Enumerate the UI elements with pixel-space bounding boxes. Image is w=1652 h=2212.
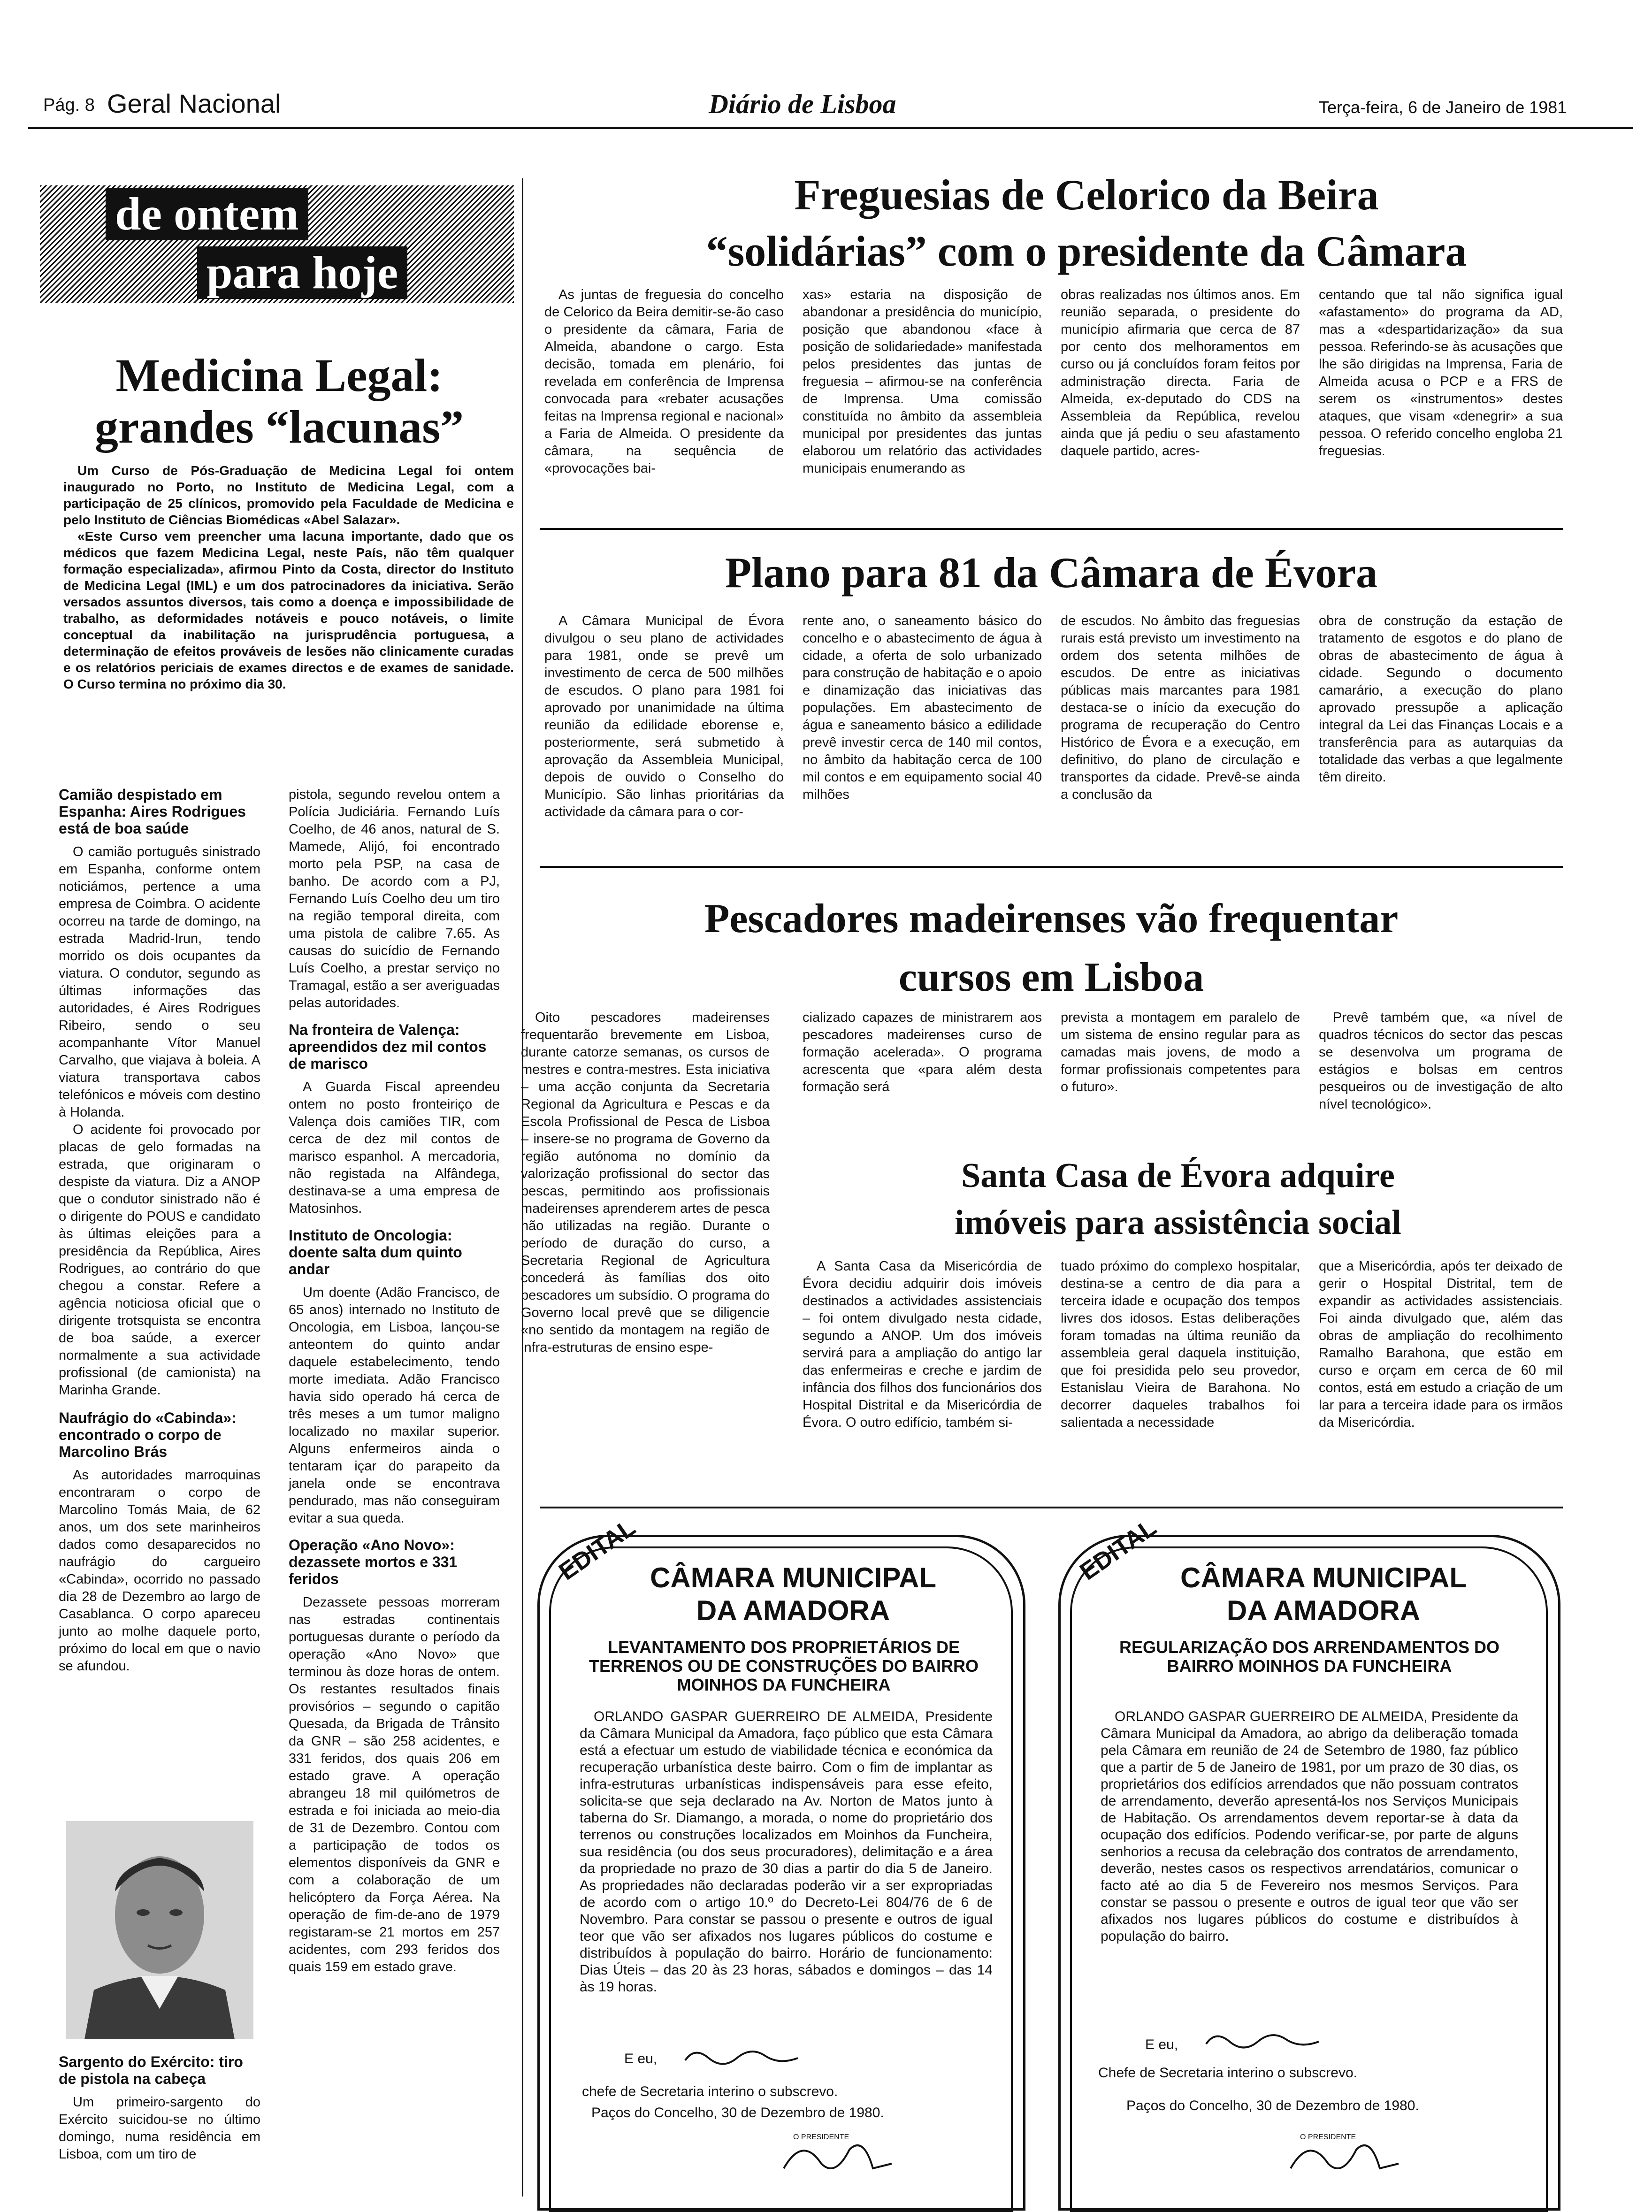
celorico-rule (540, 528, 1563, 530)
medicina-lead (63, 462, 514, 692)
onco-text: Um doente (Adão Francisco, de 65 anos) internado no Instituto de Oncologia, em Lisboa, lançou-se anteontem do quinto andar daquele estabelecimento, tendo morte imediata. Adão Francisco havia sido operado há cerca de três meses a um tumor maligno localizado no maxilar superior. Alguns enfermeiros ainda o tentaram içar do parapeito da janela onde se encontrava pendurado, mas não conseguiram evitar a sua queda. (289, 1285, 500, 1526)
section-title: Geral Nacional (107, 89, 281, 118)
santacasa-c3 (1319, 1258, 1563, 1431)
ano-body (289, 1594, 500, 1976)
evora-rule (540, 866, 1563, 868)
edital1-org-2: DA AMADORA (696, 1595, 890, 1626)
pescadores-c4-text: Prevê também que, «a nível de quadros técnicos do sector das pescas se desenvolva um programa de estágios e bolsas em centros pesqueiros ou de investigação de alto nível tecnológico». (1319, 1010, 1563, 1112)
edital1-chefe: chefe de Secretaria interino o subscrevo. (582, 2084, 838, 2099)
santacasa-c2 (1061, 1258, 1300, 1431)
edital1-org-1: CÂMARA MUNICIPAL (650, 1562, 936, 1593)
column-box-line1: de ontem (106, 188, 308, 240)
pescadores-c2-text: cializado capazes de ministrarem aos pescadores madeirenses curso de formação acelerada». O programa acrescenta que «para além desta formação será (803, 1010, 1042, 1095)
edital2-pacos: Paços do Concelho, 30 de Dezembro de 1980. (1126, 2098, 1419, 2113)
edital1-president-signature (774, 2131, 901, 2182)
santacasa-title-1: Santa Casa de Évora adquire (961, 1156, 1395, 1195)
medicina-title-1: Medicina Legal: (115, 349, 443, 401)
edital1-pacos: Paços do Concelho, 30 de Dezembro de 1980. (591, 2105, 884, 2120)
edital1-tag: EDITAL (554, 1514, 641, 1586)
edital2-body (1101, 1708, 1518, 1945)
masthead: Diário de Lisboa (709, 89, 896, 119)
pescadores-c1 (521, 1009, 770, 1356)
pescadores-c1-text: Oito pescadores madeirenses frequentarão brevemente em Lisboa, durante catorze semanas, os cursos de mestres e contra-mestres. Esta iniciativa – uma acção conjunta da Secretaria Regional da Agricultura e Pescas e da Escola Profissional de Pesca de Lisboa – insere-se no programa de Governo da região autónoma no domínio da valorização profissional do sector das pescas, permitindo aos profissionais madeirenses aprenderem artes de pesca não utilizadas na região. Durante o período de duração do curso, a Secretaria Regional de Agricultura concederá às famílias dos oito pescadores um subsídio. O programa do Governo local prevê que se diligencie «no sentido da montagem na região de infra-estruturas de ensino espe- (521, 1010, 770, 1355)
sargento-body (59, 2094, 260, 2163)
santacasa-rule (540, 1507, 1563, 1508)
sargento-photo (66, 1821, 253, 2039)
evora-c1-text: A Câmara Municipal de Évora divulgou o seu plano de actividades para 1981, onde se prevê um investimento de cerca de 500 milhões de escudos. O plano para 1981 foi aprovado por unanimidade na última reunião da edilidade eborense e, posteriormente, será submetido à aprovação da Assembleia Municipal, depois de ouvido o Conselho do Município. São linhas prioritárias da actividade da câmara para o cor- (544, 613, 784, 819)
pescadores-c4 (1319, 1009, 1563, 1113)
valenca-text: A Guarda Fiscal apreendeu ontem no posto fronteiriço de Valença dois camiões TIR, com cerca de dez mil contos de marisco espanhol. A mercadoria, não registada na Alfândega, destinava-se a uma empresa de Matosinhos. (289, 1079, 500, 1216)
celorico-title-2: “solidárias” com o presidente da Câmara (706, 227, 1467, 275)
celorico-c2 (803, 286, 1042, 477)
ano-title: Operação «Ano Novo»: dezassete mortos e 331 feridos (289, 1537, 458, 1587)
edital2-chefe: Chefe de Secretaria interino o subscrevo. (1098, 2065, 1357, 2081)
col2-cont (289, 786, 500, 1012)
naufragio-p1: As autoridades marroquinas encontraram o corpo de Marcolino Tomás Maia, de 62 anos, um dos sete marinheiros dados como desaparecidos no naufrágio do cargueiro «Cabinda», ocorrido no passado dia 28 de Dezembro ao largo de Casablanca. O corpo apareceu junto ao molhe daquele porto, próximo do local em que o navio se afundou. (59, 1468, 260, 1674)
celorico-c4 (1319, 286, 1563, 460)
celorico-c1 (544, 286, 784, 477)
camiao-p1: O camião português sinistrado em Espanha, conforme ontem noticiámos, pertence a uma empresa de Coimbra. O acidente ocorreu na tarde de domingo, na estrada Madrid-Irun, tendo morrido os dois ocupantes da viatura. O condutor, segundo as últimas informações das autoridades, é Aires Rodrigues Ribeiro, sendo o seu acompanhante Vítor Manuel Carvalho, que viajava à boleia. A viatura transportava cabos telefónicos e móveis com destino à Holanda. (59, 844, 260, 1120)
camiao-p2: O acidente foi provocado por placas de gelo formadas na estrada, que originaram o despiste da viatura. Diz a ANOP que o condutor sinistrado não é o dirigente do POUS e candidato às últimas eleições para a presidência da República, Aires Rodrigues, ao contrário do que chegou a constar. Refere a agência noticiosa oficial que o dirigente trotsquista se encontra de boa saúde, a exercer normalmente a sua actividade profissional (de camionista) na Marinha Grande. (59, 1122, 260, 1398)
celorico-c3 (1061, 286, 1300, 460)
celorico-c4-text: centando que tal não significa igual «afastamento» do programa da AD, mas a «despartidarização» da sua pessoa. Referindo-se às acusações que lhe são dirigidas na Imprensa, Faria de Almeida acusa o PCP e a FRS de serem os «instrumentos» destes ataques, que visam «denegrir» a sua pessoa. O referido concelho engloba 21 freguesias. (1319, 287, 1563, 459)
sargento-title: Sargento do Exército: tiro de pistola na cabeça (59, 2053, 243, 2087)
edital2-org-1: CÂMARA MUNICIPAL (1180, 1562, 1467, 1593)
edital1-body-text: ORLANDO GASPAR GUERREIRO DE ALMEIDA, Presidente da Câmara Municipal da Amadora, faço público que esta Câmara está a efectuar um estudo de viabilidade técnica e económica da recuperação urbanística deste bairro. Com o fim de implantar as infra-estruturas urbanísticas indispensáveis para esse efeito, solicita-se que seja declarado na Av. Norton de Matos junto à taberna do Sr. Diamango, a morada, o nome do proprietário dos terrenos ou construções localizados em Moinhos da Funcheira, sua residência (ou dos seus procuradores), delimitação e a área da propriedade no prazo de 30 dias a partir do dia 5 de Janeiro. As propriedades não declaradas poderão vir a ser expropriadas de acordo com o artigo 10.º do Decreto-Lei 804/76 de 6 de Novembro. Para constar se passou o presente e outros de igual teor que vão ser afixados nos lugares públicos do costume e distribuídos à população do bairro. Horário de funcionamento: Dias Úteis – das 20 às 23 horas, sábados e domingos – das 14 às 19 horas. (580, 1709, 993, 1995)
celorico-c2-text: xas» estaria na disposição de abandonar a presidência do município, posição que abandonou «face à posição de solidariedade» manifestada pelos presidentes das juntas de freguesia – afirmou-se na conferência de Imprensa. Uma comissão constituída no âmbito da assembleia municipal por presidentes das juntas elaborou um relatório das actividades municipais enumerando as (803, 287, 1042, 476)
col2 (289, 786, 500, 1976)
edital1-subject: LEVANTAMENTO DOS PROPRIETÁRIOS DE TERRENOS OU DE CONSTRUÇÕES DO BAIRRO MOINHOS DA FUNCHEIRA (589, 1638, 979, 1694)
valenca-body (289, 1079, 500, 1217)
celorico-c1-text: As juntas de freguesia do concelho de Celorico da Beira demitir-se-ão caso o presidente da câmara, Faria de Almeida, abandone o cargo. Esta decisão, tomada em plenário, foi revelada em conferência de Imprensa convocada para «rebater acusações feitas na Imprensa regional e nacional» a Faria de Almeida. O presidente da câmara, na sequência de «provocações bai- (544, 287, 784, 476)
camiao-title: Camião despistado em Espanha: Aires Rodrigues está de boa saúde (59, 786, 246, 837)
naufragio-title: Naufrágio do «Cabinda»: encontrado o corpo de Marcolino Brás (59, 1409, 237, 1460)
col1 (59, 786, 260, 1675)
pescadores-title-2: cursos em Lisboa (898, 955, 1204, 1000)
santacasa-c1-text: A Santa Casa da Misericórdia de Évora decidiu adquirir dois imóveis destinados a actividades assistenciais – foi ontem divulgado nesta cidade, segundo a ANOP. Um dos imóveis servirá para a ampliação do antigo lar das enfermeiras e creche e jardim de infância dos filhos dos funcionários dos Hospital Distrital e da Misericórdia de Évora. O outro edifício, também si- (803, 1259, 1042, 1430)
evora-c2 (803, 612, 1042, 804)
medicina-lead-text: Um Curso de Pós-Graduação de Medicina Legal foi ontem inaugurado no Porto, no Instituto de Medicina Legal, com a participação de 25 clínicos, promovido pela Faculdade de Medicina e pelo Instituto de Ciências Biomédicas «Abel Salazar». (63, 463, 514, 527)
pescadores-c2 (803, 1009, 1042, 1096)
santacasa-title-2: imóveis para assistência social (955, 1203, 1401, 1242)
page-date: Terça-feira, 6 de Janeiro de 1981 (1319, 98, 1567, 117)
medicina-body-text: «Este Curso vem preencher uma lacuna importante, dado que os médicos que fazem Medicina Legal, neste País, não têm qualquer formação especializada», afirmou Pinto da Costa, director do Instituto de Medicina Legal (IML) e um dos patrocinadores da iniciativa. Serão versados assuntos diversos, tais como a doença e impossibilidade de trabalho, as deformidades notáveis e pouco notáveis, o limite conceptual da inabilitação na jurisprudência portuguesa, a determinação de efeitos prováveis de lesões não clinicamente curadas e os relatórios periciais de exames directos e de exames de sanidade. O Curso termina no próximo dia 30. (63, 529, 514, 691)
portrait-image (66, 1821, 253, 2039)
onco-body (289, 1284, 500, 1527)
evora-c2-text: rente ano, o saneamento básico do concelho e o abastecimento de água à cidade, a oferta de solo urbanizado para construção de habitação e o apoio e dinamização das iniciativas das populações. Em abastecimento de água e saneamento básico a edilidade prevê investir cerca de 140 mil contos, no âmbito da habitação cerca de 100 mil contos e em equipamento social 40 milhões (803, 613, 1042, 802)
evora-c4-text: obra de construção da estação de tratamento de esgotos e do plano de obras de abastecimento de água à cidade. Segundo o documento camarário, a execução do plano aprovado pressupõe a aplicação integral da Lei das Finanças Locais e a transferência para as autarquias da totalidade das verbas a que legalmente têm direito. (1319, 613, 1563, 785)
edital2-sig-label: O PRESIDENTE (1300, 2133, 1356, 2141)
evora-title: Plano para 81 da Câmara de Évora (725, 549, 1378, 597)
celorico-c3-text: obras realizadas nos últimos anos. Em reunião separada, o presidente do município afirmaria que cerca de 87 por cento dos melhoramentos em curso ou já concluídos foram feitos por administração directa. Faria de Almeida, ex-deputado do CDS na Assembleia da República, revelou ainda que já pediu o seu afastamento daquele partido, acres- (1061, 287, 1300, 459)
medicina-title-2: grandes “lacunas” (94, 401, 464, 453)
pescadores-c3-text: prevista a montagem em paralelo de um sistema de ensino regular para as camadas mais jovens, de modo a formar profissionais competentes para o futuro». (1061, 1010, 1300, 1095)
evora-c3-text: de escudos. No âmbito das freguesias rurais está previsto um investimento na ordem dos setenta milhões de escudos. De entre as iniciativas públicas mais marcantes para 1981 destaca-se o início da execução do programa de recuperação do Centro Histórico de Évora e a execução, em definitivo, do plano de circulação e transportes da cidade. Prevê-se ainda a conclusão da (1061, 613, 1300, 802)
col2-cont-text: pistola, segundo revelou ontem a Polícia Judiciária. Fernando Luís Coelho, de 46 anos, natural de S. Mamede, Alijó, foi encontrado morto pela PSP, na casa de banho. De acordo com a PJ, Fernando Luís Coelho deu um tiro na região temporal direita, com uma pistola de calibre 7.65. As causas do suicídio de Fernando Luís Coelho, a prestar serviço no Tramagal, estão a ser averiguadas pelas autoridades. (289, 787, 500, 1010)
edital2-org-2: DA AMADORA (1226, 1595, 1421, 1626)
edital2-eu: E eu, (1145, 2037, 1178, 2052)
sargento-p1: Um primeiro-sargento do Exército suicidou-se no último domingo, numa residência em Lisboa, com um tiro de (59, 2095, 260, 2162)
edital1-eu: E eu, (624, 2051, 658, 2067)
santacasa-c1 (803, 1258, 1042, 1431)
edital2-subject: REGULARIZAÇÃO DOS ARRENDAMENTOS DO BAIRRO MOINHOS DA FUNCHEIRA (1119, 1638, 1500, 1676)
edital1-sig-label: O PRESIDENTE (793, 2133, 849, 2141)
ano-text: Dezassete pessoas morreram nas estradas continentais portuguesas durante o período da operação «Ano Novo» que terminou às doze horas de ontem. Os restantes resultados finais provisórios – segundo o capitão Quesada, da Brigada de Trânsito da GNR – são 258 acidentes, e 331 feridos, dos quais 206 em estado grave. A operação abrangeu 18 mil quilómetros de estrada e foi iniciada ao meio-dia de 31 de Dezembro. Contou com a participação de todos os elementos disponíveis da GNR e com a colaboração de um helicóptero da Força Aérea. Na operação de fim-de-ano de 1979 registaram-se 21 mortos em 257 acidentes, com 293 feridos dos quais 159 em estado grave. (289, 1595, 500, 1975)
naufragio-body (59, 1467, 260, 1675)
pescadores-c3 (1061, 1009, 1300, 1096)
column-box-line2: para hoje (197, 246, 407, 299)
pescadores-title-1: Pescadores madeirenses vão frequentar (704, 896, 1399, 941)
santacasa-c3-text: que a Misericórdia, após ter deixado de gerir o Hospital Distrital, tem de expandir as actividades assistenciais. Foi ainda divulgado que, além das obras de ampliação do recolhimento Ramalho Barahona, que estão em curso e orçam em cerca de 60 mil contos, está em estudo a criação de um lar para a terceira idade para os irmãos da Misericórdia. (1319, 1259, 1563, 1430)
header-rule (28, 127, 1633, 129)
edital2-body-text: ORLANDO GASPAR GUERREIRO DE ALMEIDA, Presidente da Câmara Municipal da Amadora, ao abrigo da deliberação tomada pela Câmara em reunião de 24 de Setembro de 1980, faz público que a partir de 5 de Janeiro de 1981, por um prazo de 30 dias, os proprietários dos edifícios arrendados que não possuam contratos de arrendamento, deverão apresentá-los nos Serviços Municipais de Habitação. Os arrendamentos devem reportar-se à data da ocupação dos edifícios. Podendo verificar-se, por parte de alguns senhorios a recusa da celebração dos contratos de arrendamento, deverão, nestes casos os respectivos arrendatários, comunicar o facto até ao dia 5 de Fevereiro nos mesmos Serviços. Para constar se passou o presente e outros de igual teor que vão ser afixados nos lugares públicos do costume e distribuídos à população do bairro. (1101, 1709, 1518, 1944)
edital2-signature (1201, 2028, 1323, 2056)
onco-title: Instituto de Oncologia: doente salta dum quinto andar (289, 1227, 462, 1278)
evora-c1 (544, 612, 784, 821)
valenca-title: Na fronteira de Valença: apreendidos dez mil contos de marisco (289, 1021, 487, 1072)
santacasa-c2-text: tuado próximo do complexo hospitalar, destina-se a centro de dia para a terceira idade e ocupação dos tempos livres dos idosos. Estas deliberações foram tomadas na última reunião da assembleia geral daquela instituição, que foi presidida pelo seu provedor, Estanislau Vieira de Barahona. No decorrer daqueles trabalhos foi salientada a necessidade (1061, 1259, 1300, 1430)
celorico-title-1: Freguesias de Celorico da Beira (794, 171, 1379, 219)
edital2-president-signature (1281, 2131, 1408, 2182)
edital1-body (580, 1708, 993, 1996)
sargento (59, 2053, 260, 2163)
page-number: Pág. 8 (43, 95, 95, 115)
camiao-body (59, 843, 260, 1399)
edital1-signature (681, 2044, 803, 2072)
evora-c3 (1061, 612, 1300, 804)
edital2-tag: EDITAL (1075, 1514, 1162, 1586)
evora-c4 (1319, 612, 1563, 786)
